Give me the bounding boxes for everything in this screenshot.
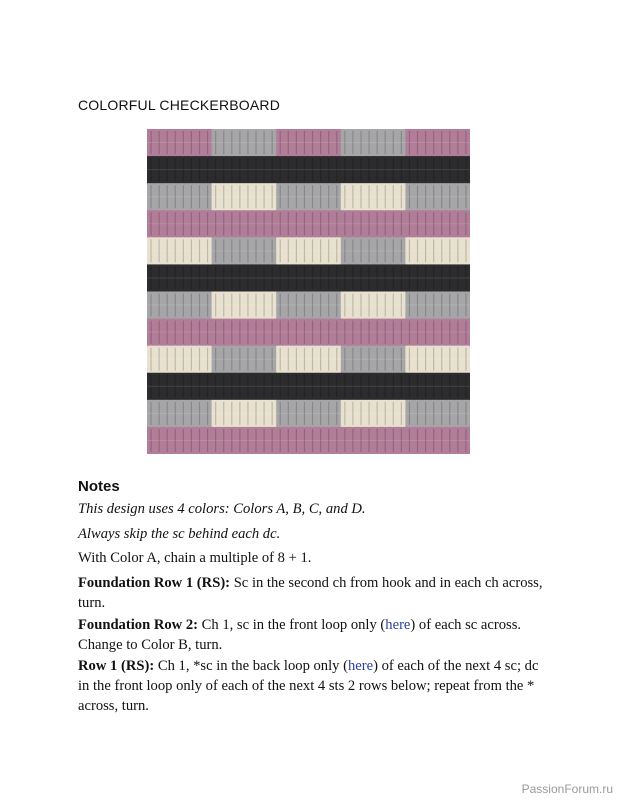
swatch-block <box>341 237 406 265</box>
swatch-block <box>341 183 406 211</box>
swatch-block <box>341 319 406 347</box>
swatch-block <box>341 264 406 292</box>
swatch-block <box>147 319 212 347</box>
swatch-block <box>276 319 341 347</box>
page-title: COLORFUL CHECKERBOARD <box>78 97 281 113</box>
swatch-block <box>212 264 277 292</box>
swatch-block <box>341 129 406 157</box>
here-link[interactable]: here <box>385 617 411 633</box>
swatch-block <box>405 427 470 454</box>
swatch-block <box>276 264 341 292</box>
watermark: PassionForum.ru <box>521 782 613 796</box>
instruction-foundation-row-2 <box>78 615 543 655</box>
swatch-block <box>147 210 212 238</box>
instruction-foundation-row-1 <box>78 573 543 613</box>
swatch-block <box>405 319 470 347</box>
notes-heading: Notes <box>78 478 120 495</box>
note-colors: This design uses 4 colors: Colors A, B, C, and D. <box>78 501 366 517</box>
instruction-text: ) of each sc across. Change to Color B, turn. <box>78 617 522 653</box>
instruction-text: Sc in the second ch from hook and in each ch across, turn. <box>78 575 543 611</box>
swatch-block <box>405 183 470 211</box>
swatch-block <box>276 210 341 238</box>
swatch-block <box>212 292 277 320</box>
swatch-block <box>341 210 406 238</box>
swatch-block <box>341 427 406 454</box>
swatch-block <box>276 346 341 374</box>
swatch-block <box>405 156 470 184</box>
note-chain: With Color A, chain a multiple of 8 + 1. <box>78 550 312 566</box>
swatch-block <box>147 264 212 292</box>
swatch-block <box>147 237 212 265</box>
swatch-block <box>147 346 212 374</box>
swatch-block <box>147 292 212 320</box>
instruction-text: Ch 1, *sc in the back loop only ( <box>154 658 348 674</box>
swatch-block <box>341 292 406 320</box>
swatch-block <box>341 156 406 184</box>
here-link[interactable]: here <box>347 658 374 674</box>
swatch-block <box>405 129 470 157</box>
swatch-block <box>212 427 277 454</box>
swatch-block <box>147 183 212 211</box>
swatch-block <box>405 237 470 265</box>
swatch-block <box>212 237 277 265</box>
swatch-block <box>212 373 277 401</box>
swatch-block <box>276 292 341 320</box>
swatch-block <box>212 183 277 211</box>
instruction-label: Foundation Row 2: <box>78 617 199 633</box>
swatch-block <box>276 129 341 157</box>
swatch-block <box>341 400 406 428</box>
instruction-row-1 <box>78 656 543 716</box>
swatch-block <box>212 319 277 347</box>
swatch-block <box>341 346 406 374</box>
swatch-block <box>147 373 212 401</box>
swatch-block <box>405 210 470 238</box>
swatch-block <box>276 156 341 184</box>
swatch-block <box>212 129 277 157</box>
swatch-photo <box>147 129 470 454</box>
swatch-block <box>405 264 470 292</box>
swatch-block <box>276 183 341 211</box>
swatch-block <box>276 427 341 454</box>
swatch-block <box>405 400 470 428</box>
instruction-label: Row 1 (RS): <box>78 658 155 674</box>
swatch-block <box>405 292 470 320</box>
instruction-label: Foundation Row 1 (RS): <box>78 575 231 591</box>
swatch-block <box>212 210 277 238</box>
swatch-block <box>405 346 470 374</box>
swatch-block <box>276 237 341 265</box>
swatch-block <box>147 129 212 157</box>
swatch-block <box>212 400 277 428</box>
swatch-block <box>276 400 341 428</box>
swatch-block <box>212 156 277 184</box>
swatch-block <box>405 373 470 401</box>
swatch-block <box>147 400 212 428</box>
note-skip-sc: Always skip the sc behind each dc. <box>78 526 281 542</box>
swatch-block <box>147 427 212 454</box>
instruction-text: ) of each of the next 4 sc; dc in the front loop only of each of the next 4 sts 2 rows below; repeat from the * across, turn. <box>78 658 539 714</box>
swatch-graphic <box>147 129 470 454</box>
swatch-block <box>147 156 212 184</box>
instruction-text: Ch 1, sc in the front loop only ( <box>198 617 386 633</box>
swatch-block <box>341 373 406 401</box>
swatch-block <box>276 373 341 401</box>
swatch-block <box>212 346 277 374</box>
